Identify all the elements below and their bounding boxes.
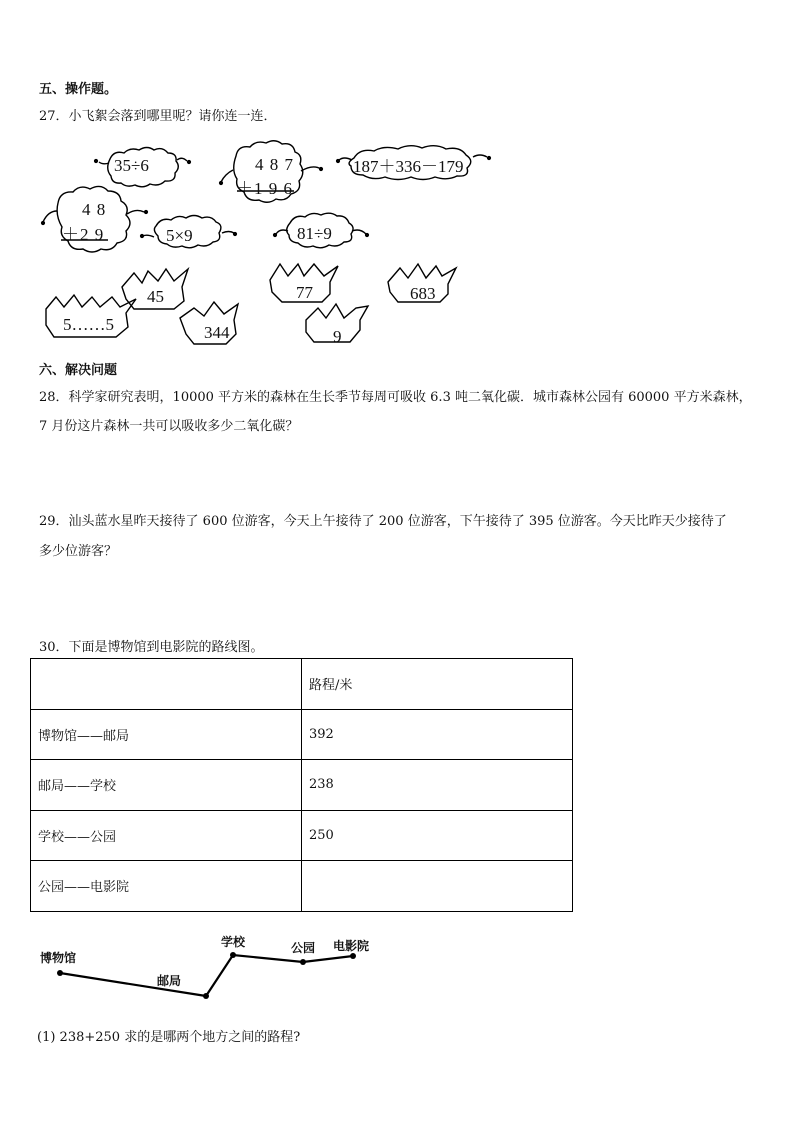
table-row xyxy=(31,861,573,912)
map-label-cinema: 电影院 xyxy=(333,939,370,953)
seed-a-text: 35÷6 xyxy=(114,156,149,175)
grass-344-text: 344 xyxy=(204,323,230,342)
seed-c-text: 187＋336－179 xyxy=(353,157,464,176)
table-cell-segment: 邮局——学校 xyxy=(31,760,302,811)
table-cell-segment: 公园——电影院 xyxy=(31,861,302,912)
table-header-cell: 路程/米 xyxy=(302,659,573,710)
post-office-point xyxy=(203,993,209,999)
table-cell-distance: 250 xyxy=(302,810,573,861)
route-line xyxy=(60,955,353,996)
table-cell-segment: 学校——公园 xyxy=(31,810,302,861)
table-cell-distance[interactable] xyxy=(302,861,573,912)
question-29-line2: 多少位游客？ xyxy=(39,544,118,559)
map-label-school: 学校 xyxy=(221,935,246,949)
question-27: 27．小飞絮会落到哪里呢？请你连一连． xyxy=(39,109,277,124)
grass-45-text: 45 xyxy=(147,287,164,306)
grass-5r5-text: 5……5 xyxy=(63,315,114,334)
question-28-line1: 28．科学家研究表明，10000 平方米的森林在生长季节每周可吸收 6.3 吨二氧化碳．城市森林公园有 60000 平方米森林， xyxy=(39,390,752,405)
map-label-park: 公园 xyxy=(291,941,316,955)
school-point xyxy=(230,952,236,958)
table-cell-distance: 392 xyxy=(302,709,573,760)
seed-f-text: 81÷9 xyxy=(297,224,332,243)
section-heading-5: 五、操作题。 xyxy=(39,82,118,97)
museum-point xyxy=(57,970,63,976)
table-row xyxy=(31,709,573,760)
map-label-post-office: 邮局 xyxy=(157,974,182,988)
seed-b-bottom: ＋1 9 6 xyxy=(236,179,293,198)
question-29-line1: 29．汕头蓝水星昨天接待了 600 位游客，今天上午接待了 200 位游客，下午接待了 395 位游客。今天比昨天少接待了 xyxy=(39,514,727,529)
seed-d-bottom: ＋2 9 xyxy=(62,225,105,244)
table-cell-segment: 博物馆——邮局 xyxy=(31,709,302,760)
table-cell-distance: 238 xyxy=(302,760,573,811)
route-table xyxy=(30,658,573,912)
table-row xyxy=(31,760,573,811)
grass-9-text: 9 xyxy=(333,327,342,346)
grass-683-text: 683 xyxy=(410,284,436,303)
seed-b-top: 4 8 7 xyxy=(255,155,294,174)
sub-question-1: (1) 238+250 求的是哪两个地方之间的路程? xyxy=(37,1030,301,1045)
park-point xyxy=(300,959,306,965)
grass-77-text: 77 xyxy=(296,283,313,302)
table-row xyxy=(31,810,573,861)
table-header-row xyxy=(31,659,573,710)
question-30: 30．下面是博物馆到电影院的路线图。 xyxy=(39,640,264,655)
section-heading-6: 六、解决问题 xyxy=(39,363,118,378)
seed-d-top: 4 8 xyxy=(82,200,107,219)
map-label-museum: 博物馆 xyxy=(40,951,77,965)
table-header-cell xyxy=(31,659,302,710)
question-28-line2: 7 月份这片森林一共可以吸收多少二氧化碳？ xyxy=(39,419,299,434)
seed-e-text: 5×9 xyxy=(166,226,193,245)
